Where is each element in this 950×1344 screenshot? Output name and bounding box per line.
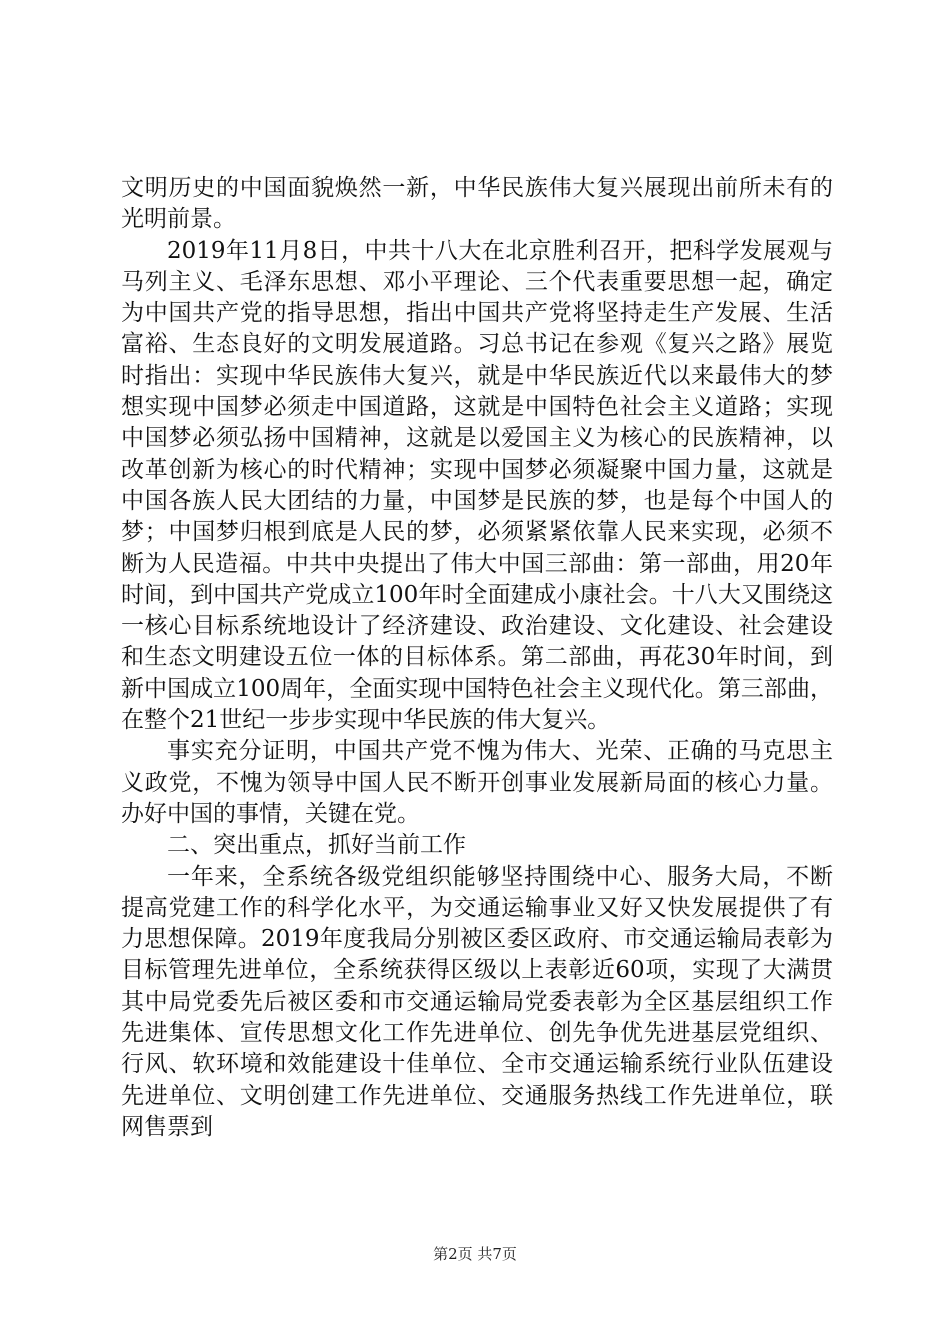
section-heading: 二、突出重点，抓好当前工作 <box>167 832 466 859</box>
paragraph-continuation: 文明历史的中国面貌焕然一新，中华民族伟大复兴展现出前所未有的光明前景。 <box>121 175 833 233</box>
paragraph-eighteenth-congress: 2019年11月8日，中共十八大在北京胜利召开，把科学发展观与马列主义、毛泽东思想、邓小平理论、三个代表重要思想一起，确定为中国共产党的指导思想，指出中国共产党将坚持走生产发展、生活富裕、生态良好的文明发展道路。习总书记在参观《复兴之路》展览时指出：实现中华民族伟大复兴，就是中华民族近代以来最伟大的梦想实现中国梦必须走中国道路，这就是中国特色社会主义道路；实现中国梦必须弘扬中国精神，这就是以爱国主义为核心的民族精神，以改革创新为核心的时代精神；实现中国梦必须凝聚中国力量，这就是中国各族人民大团结的力量，中国梦是民族的梦，也是每个中国人的梦；中国梦归根到底是人民的梦，必须紧紧依靠人民来实现，必须不断为人民造福。中共中央提出了伟大中国三部曲：第一部曲，用20年时间，到中国共产党成立100年时全面建成小康社会。十八大又围绕这一核心目标系统地设计了经济建设、政治建设、文化建设、社会建设和生态文明建设五位一体的目标体系。第二部曲，再花30年时间，到新中国成立100周年，全面实现中国特色社会主义现代化。第三部曲，在整个21世纪一步步实现中华民族的伟大复兴。 <box>121 237 833 734</box>
paragraph-party-conclusion: 事实充分证明，中国共产党不愧为伟大、光荣、正确的马克思主义政党，不愧为领导中国人民不断开创事业发展新局面的核心力量。办好中国的事情，关键在党。 <box>121 738 833 827</box>
document-body <box>121 173 833 1143</box>
paragraph-annual-work: 一年来，全系统各级党组织能够坚持围绕中心、服务大局，不断提高党建工作的科学化水平，为交通运输事业又好又快发展提供了有力思想保障。2019年度我局分别被区委区政府、市交通运输局表彰为目标管理先进单位，全系统获得区级以上表彰近60项，实现了大满贯其中局党委先后被区委和市交通运输局党委表彰为全区基层组织工作先进集体、宣传思想文化工作先进单位、创先争优先进基层党组织、行风、软环境和效能建设十佳单位、全市交通运输系统行业队伍建设先进单位、文明创建工作先进单位、交通服务热线工作先进单位，联网售票到 <box>121 863 833 1140</box>
page-number-footer: 第2页 共7页 <box>433 1245 517 1263</box>
